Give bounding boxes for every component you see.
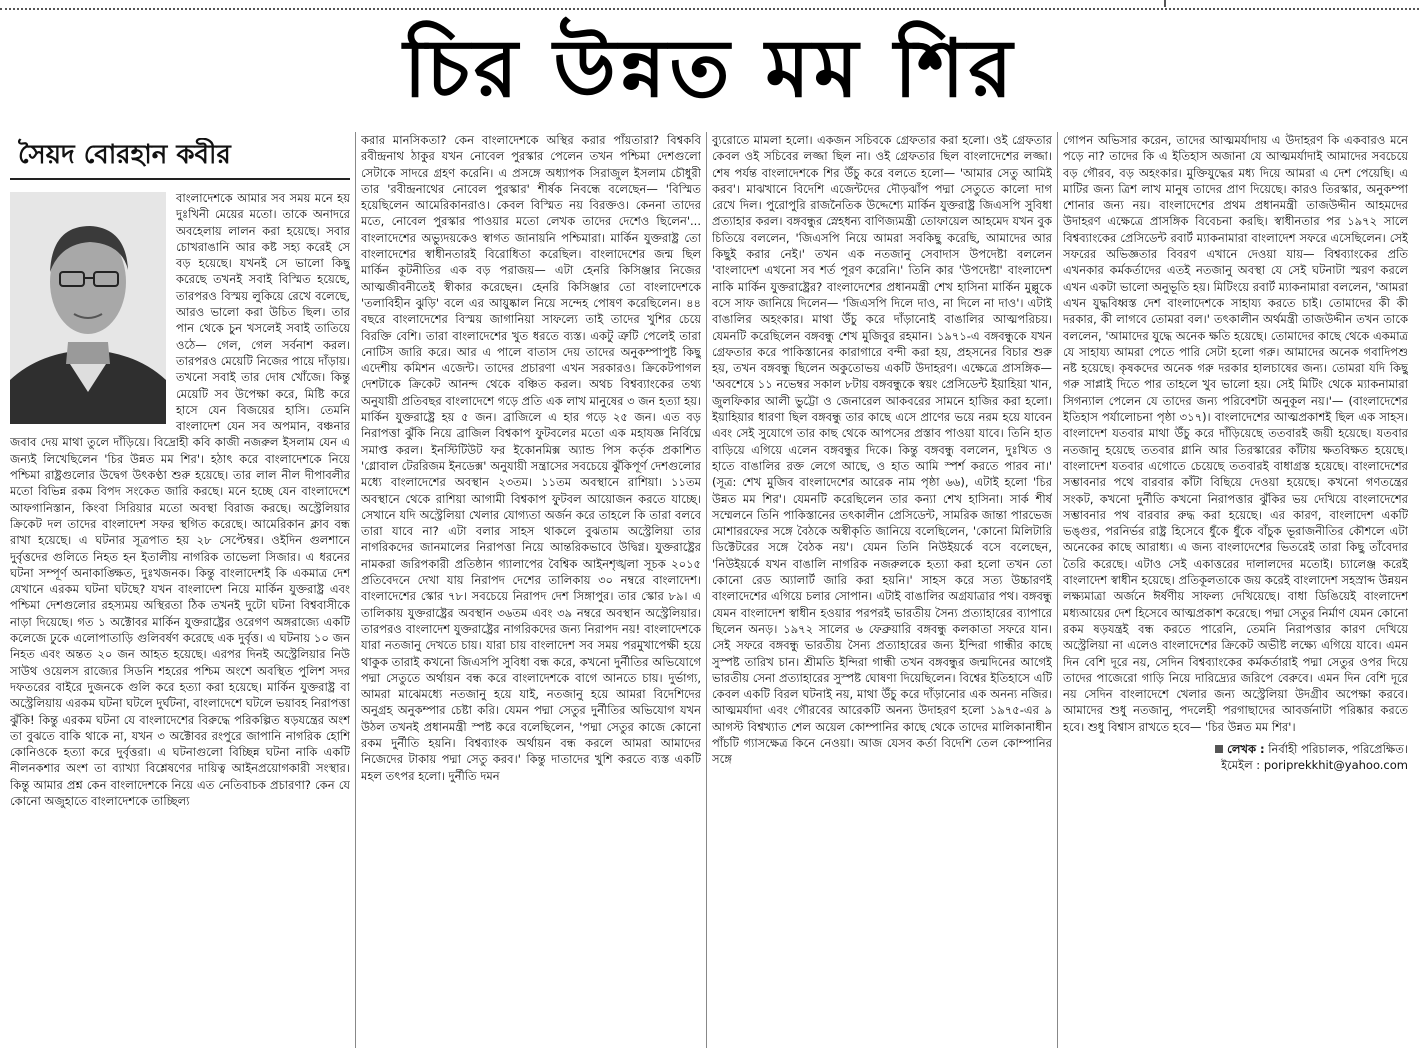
author-byline: সৈয়দ বোরহান কবীর (10, 138, 350, 180)
column-divider-3 (1057, 132, 1058, 1048)
column-divider-1 (355, 132, 356, 1048)
author-signature (1063, 741, 1408, 774)
article-text-column-2: করার মানসিকতা? কেন বাংলাদেশকে অস্থির করার পাঁয়তারা? বিশ্বকবি রবীন্দ্রনাথ ঠাকুর যখন নোবেল পুরস্কার পেলেন তখন পশ্চিমা দেশগুলো সেটাকে সাদরে গ্রহণ করেনি। এ প্রসঙ্গে অধ্যাপক সিরাজুল ইসলাম চৌধুরী তার 'রবীন্দ্রনাথের নোবেল পুরস্কার' শীর্ষক নিবন্ধে বলেছেন— 'বিস্মিত হয়েছিলেন আমেরিকানরাও। কেবল বিস্মিত নয় বিরক্তও। কেননা তাদের মতে, নোবেল পুরস্কার পাওয়ার মতো লেখক তাদের দেশেও ছিলেন'... বাংলাদেশের অভ্যুদয়কেও স্বাগত জানায়নি পশ্চিমারা। মার্কিন যুক্তরাষ্ট্র তো বাংলাদেশের স্বাধীনতারই বিরোধিতা করেছিল। বাংলাদেশের জন্ম ছিল মার্কিন কূটনীতির এক বড় পরাজয়— এটা হেনরি কিসিঞ্জার নিজের আত্মজীবনীতেই স্বীকার করেছেন। হেনরি কিসিঞ্জার তো বাংলাদেশকে 'তলাবিহীন ঝুড়ি' বলে এর আয়ুষ্কাল নিয়ে সন্দেহ পোষণ করেছিলেন। ৪৪ বছরে বাংলাদেশের বিস্ময় জাগানিয়া সাফল্যে তাই তাদের খুশির চেয়ে বিরক্তি বেশি। তারা বাংলাদেশের খুত ধরতে ব্যস্ত। একটু ত্রুটি পেলেই তারা নোটিস জারি করে। আর এ পালে বাতাস দেয় তাদের অনুকম্পাপুষ্ট কিছু এদেশীয় কমিশন এজেন্ট। তাদের প্রচারণা এখন সরকারও। ক্রিকেটপাগল দেশটাকে ক্রিকেট আনন্দ থেকে বঞ্চিত করল। অথচ বিশ্বব্যাংকের তথ্য অনুযায়ী প্রতিবছর বাংলাদেশে গড়ে প্রতি এক লাখ মানুষের ৩ জন হত্যা হয়। মার্কিন যুক্তরাষ্ট্রে হয় ৫ জন। ব্রাজিলে এ হার গড়ে ২৫ জন। এত বড় নিরাপত্তা ঝুঁকি নিয়ে ব্রাজিল বিশ্বকাপ ফুটবলের মতো এক মহাযজ্ঞ নির্বিঘ্নে সমাপ্ত করল। ইনস্টিটিউট ফর ইকোনমিক্স অ্যান্ড পিস কর্তৃক প্রকাশিত 'গ্লোবাল টেররিজম ইনডেক্স' অনুযায়ী সন্ত্রাসের সবচেয়ে ঝুঁকিপূর্ণ দেশগুলোর মধ্যে বাংলাদেশের অবস্থান ২৩তম। ১১তম অবস্থানে রাশিয়া। ১১তম অবস্থানে থেকে রাশিয়া আগামী বিশ্বকাপ ফুটবল আয়োজন করতে যাচ্ছে। সেখানে যদি অস্ট্রেলিয়া খেলার যোগ্যতা অর্জন করে তাহলে কি তারা বলবে তারা যাবে না? এটা বলার সাহস থাকলে বুঝতাম অস্ট্রেলিয়া তার নাগরিকদের জানমালের নিরাপত্তা নিয়ে আন্তরিকভাবে উদ্বিগ্ন। যুক্তরাষ্ট্রের নামকরা জরিপকারী প্রতিষ্ঠান গ্যালাপের বৈশ্বিক আইনশৃঙ্খলা সূচক ২০১৫ প্রতিবেদনে দেখা যায় নিরাপদ দেশের তালিকায় ৩০ নম্বরে বাংলাদেশ। বাংলাদেশের স্কোর ৭৮। সবচেয়ে নিরাপদ দেশ সিঙ্গাপুর। তার স্কোর ৮৯। এ তালিকায় যুক্তরাষ্ট্রের অবস্থান ৩৬তম এবং ৩৯ নম্বরে অবস্থান অস্ট্রেলিয়ার। তারপরও বাংলাদেশ যুক্তরাষ্ট্রের নাগরিকদের জন্য নিরাপদ নয়! বাংলাদেশকে যারা নতজানু দেখতে চায়। যারা চায় বাংলাদেশ সব সময় পরমুখাপেক্ষী হয়ে থাকুক তারাই কখনো জিএসপি সুবিধা বন্ধ করে, কখনো দুর্নীতির অভিযোগে পদ্মা সেতুতে অর্থায়ন বন্ধ করে বাংলাদেশকে বাগে আনতে চায়। দুর্ভাগ্য, আমরা মাঝেমধ্যে নতজানু হয়ে যাই, নতজানু হয়ে আমরা বিদেশিদের অনুগ্রহ অনুকম্পার চেষ্টা করি। যেমন পদ্মা সেতুর দুর্নীতির অভিযোগ যখন উঠল তখনই প্রধানমন্ত্রী স্পষ্ট করে বলেছিলেন, 'পদ্মা সেতুর কাজে কোনো রকম দুর্নীতি হয়নি। বিশ্বব্যাংক অর্থায়ন বন্ধ করলে আমরা আমাদের নিজেদের টাকায় পদ্মা সেতু করব।' কিন্তু দাতাদের খুশি করতে ব্যস্ত একটি মহল তৎপর হলো। দুর্নীতি দমন (361, 133, 701, 783)
column-3 (712, 132, 1052, 1048)
email-label: ইমেইল : (1221, 758, 1261, 773)
column-1 (10, 138, 350, 1048)
author-photo (10, 192, 166, 424)
article-text-column-4: গোপন অভিসার করেন, তাদের আত্মমর্যাদায় এ উদাহরণ কি একবারও মনে পড়ে না? তাদের কি এ ইতিহাস অজানা যে আত্মমর্যাদাই আমাদের সবচেয়ে বড় গৌরব, বড় অহংকার। মুক্তিযুদ্ধের মধ্য দিয়ে আমরা এ দেশ পেয়েছি। এ মাটির জন্য ত্রিশ লাখ মানুষ তাদের প্রাণ দিয়েছে। কারও তিরস্কার, অনুকম্পা শোনার জন্য নয়। বাংলাদেশের প্রথম প্রধানমন্ত্রী তাজউদ্দীন আহমদের উদাহরণ এক্ষেত্রে প্রাসঙ্গিক বিবেচনা করছি। স্বাধীনতার পর ১৯৭২ সালে বিশ্বব্যাংকের প্রেসিডেন্ট রবার্ট ম্যাকনামারা বাংলাদেশ সফরে এসেছিলেন। সেই সফরের অভিজ্ঞতার বিবরণ এখানে দেওয়া যায়— বিশ্বব্যাংকের প্রতি এখনকার কর্মকর্তাদের এতই নতজানু অবস্থা যে সেই ঘটনাটা স্মরণ করলে এখন একটা ভালো অনুভূতি হয়। মিটিংয়ে রবার্ট ম্যাকনামারা বললেন, 'আমরা এখন যুদ্ধবিধ্বস্ত দেশ বাংলাদেশকে সাহায্য করতে চাই। তোমাদের কী কী দরকার, কী লাগবে তোমরা বল।' তৎকালীন অর্থমন্ত্রী তাজউদ্দীন তখন তাকে বললেন, 'আমাদের যুদ্ধে অনেক ক্ষতি হয়েছে। তোমাদের কাছে থেকে একমাত্র যে সাহায্য আমরা পেতে পারি সেটা হলো গরু। আমাদের অনেক গবাদিপশু নষ্ট হয়েছে। কৃষকদের অনেক গরু দরকার হালচাষের জন্য। তোমরা যদি কিছু গরু সাপ্লাই দিতে পার তাহলে খুব ভালো হয়। সেই মিটিং থেকে ম্যাকনামারা সিগন্যাল পেলেন যে তাদের জন্য পরিবেশটা অনুকূল নয়।'— (বাংলাদেশের ইতিহাস পর্যালোচনা পৃষ্ঠা ৩১৭)। বাংলাদেশের আত্মপ্রকাশই ছিল এক সাহস। বাংলাদেশ যতবার মাথা উঁচু করে দাঁড়িয়েছে ততবারই জয়ী হয়েছে। যতবার নতজানু হয়েছে ততবার গ্লানি আর তিরস্কারের কাঁটায় ক্ষতবিক্ষত হয়েছে। বাংলাদেশ যতবার এগোতে চেয়েছে ততবারই বাধাগ্রস্ত হয়েছে। বাংলাদেশের সম্ভাবনার পথে বারবার কাঁটা বিছিয়ে দেওয়া হয়েছে। কখনো গণতন্ত্রের সংকট, কখনো দুর্নীতি কখনো নিরাপত্তার ঝুঁকির ভয় দেখিয়ে বাংলাদেশের সম্ভাবনার পথ বারবার রুদ্ধ করা হয়েছে। এর কারণ, বাংলাদেশ একটি ভঙ্গুর, পরনির্ভর রাষ্ট্র হিসেবে ধুঁকে ধুঁকে বাঁচুক ভূরাজনীতির কৌশলে এটা অনেকের কাছে আরাধ্য। এ জন্য বাংলাদেশের ভিতরেই তারা কিছু তাঁবেদার তৈরি করেছে। এটাও সেই একাত্তরের দালালদের মতোই। চ্যালেঞ্জ করেই বাংলাদেশ স্বাধীন হয়েছে। প্রতিকূলতাকে জয় করেই বাংলাদেশ সহস্রাব্দ উন্নয়ন লক্ষ্যমাত্রা অর্জনে ঈর্ষণীয় সাফল্য দেখিয়েছে। বাধা ডিঙিয়েই বাংলাদেশ মধ্যআয়ের দেশ হিসেবে আত্মপ্রকাশ করেছে। পদ্মা সেতুর নির্মাণ যেমন কোনো রকম ষড়যন্ত্রই বন্ধ করতে পারেনি, তেমনি নিরাপত্তার কারণ দেখিয়ে অস্ট্রেলিয়া না এলেও বাংলাদেশের ক্রিকেট অভীষ্ট লক্ষ্যে এগিয়ে যাবে। এমন দিন বেশি দূরে নয়, সেদিন বিশ্বব্যাংকের কর্মকর্তারাই পদ্মা সেতুর ওপর দিয়ে তাদের পাজেরো গাড়ি নিয়ে দারিদ্র্যের জরিপে বেরুবে। এমন দিন বেশি দূরে নয় সেদিন বাংলাদেশে খেলার জন্য অস্ট্রেলিয়া উদগ্রীব অপেক্ষা করবে। আমাদের শুধু নতজানু, পদলেহী পরগাছাদের আবর্জনাটা পরিষ্কার করতে হবে। শুধু বিশ্বাস রাখতে হবে— 'চির উন্নত মম শির'। (1063, 133, 1408, 734)
email-address: poriprekkhit@yahoo.com (1263, 758, 1408, 773)
page-title: চির উন্নত মম শির (403, 21, 1017, 115)
top-tick-mark (1164, 0, 1166, 7)
column-divider-2 (706, 132, 707, 1048)
top-dotted-rule (0, 8, 1419, 10)
square-bullet-icon (1215, 745, 1223, 753)
author-role: নির্বাহী পরিচালক, পরিপ্রেক্ষিত। (1268, 741, 1408, 756)
article-text-column-3: ব্যুরোতে মামলা হলো। একজন সচিবকে গ্রেফতার করা হলো। ওই গ্রেফতার কেবল ওই সচিবের লজ্জা ছিল না। ওই গ্রেফতার ছিল বাংলাদেশের লজ্জা। শেষ পর্যন্ত বাংলাদেশকে শির উঁচু করে বলতে হলো— 'আমার সেতু আমিই করব'। মাঝখানে বিদেশি এজেন্টদের দৌড়ঝাঁপ পদ্মা সেতুতে কালো দাগ রেখে দিল। পুরোপুরি রাজনৈতিক উদ্দেশ্যে মার্কিন যুক্তরাষ্ট্র জিএসপি সুবিধা প্রত্যাহার করল। বঙ্গবন্ধুর স্নেহধন্য বাণিজ্যমন্ত্রী তোফায়েল আহমেদ যখন বুক চিতিয়ে বললেন, 'জিএসপি নিয়ে আমরা সবকিছু করেছি, আমাদের আর কিছুই করার নেই।' তখন এক নতজানু সেবাদাস উপদেষ্টা বললেন 'বাংলাদেশ এখনো সব শর্ত পূরণ করেনি।' তিনি কার 'উপদেষ্টা' বাংলাদেশ নাকি মার্কিন যুক্তরাষ্ট্রের? বাংলাদেশের প্রধানমন্ত্রী শেখ হাসিনা মার্কিন মুল্লুকে বসে সাফ জানিয়ে দিলেন— 'জিএসপি দিলে দাও, না দিলে না দাও'। এটাই বাঙালির অহংকার। মাথা উঁচু করে দাঁড়ানোই বাঙালির আত্মপরিচয়। যেমনটি করেছিলেন বঙ্গবন্ধু শেখ মুজিবুর রহমান। ১৯৭১-এ বঙ্গবন্ধুকে যখন গ্রেফতার করে পাকিস্তানের কারাগারে বন্দী করা হয়, প্রহসনের বিচার শুরু হয়, তখন বঙ্গবন্ধু ছিলেন অকুতোভয় একটি উদাহরণ। এক্ষেত্রে প্রাসঙ্গিক— 'অবশেষে ১১ নভেম্বর সকাল ৮টায় বঙ্গবন্ধুকে স্বয়ং প্রেসিডেন্ট ইয়াহিয়া খান, জুলফিকার আলী ভুট্টো ও জেনারেল আকবরের সামনে হাজির করা হলো। ইয়াহিয়ার ধারণা ছিল বঙ্গবন্ধু তার কাছে এসে প্রাণের ভয়ে নরম হয়ে যাবেন এবং সেই সুযোগে তার কাছ থেকে আপসের প্রস্তাব পাওয়া যাবে। তিনি হাত বাড়িয়ে এগিয়ে এলেন বঙ্গবন্ধুর দিকে। কিন্তু বঙ্গবন্ধু বললেন, দুঃখিত ও হাতে বাঙালির রক্ত লেগে আছে, ও হাত আমি স্পর্শ করতে পারব না।' (সূত্র: শেখ মুজিব বাংলাদেশের আরেক নাম পৃষ্ঠা ৬৬), এটাই হলো 'চির উন্নত মম শির'। যেমনটি করেছিলেন তার কন্যা শেখ হাসিনা। সার্ক শীর্ষ সম্মেলনে তিনি পাকিস্তানের তৎকালীন প্রেসিডেন্ট, সামরিক জান্তা পারভেজ মোশাররফের সঙ্গে বৈঠকে অস্বীকৃতি জানিয়ে বলেছিলেন, 'কোনো মিলিটারি ডিক্টেটরের সঙ্গে বৈঠক নয়'। যেমন তিনি নিউইয়র্কে বসে বলেছেন, 'নিউইয়র্কে যখন বাঙালি নাগরিক নজরুলকে হত্যা করা হলো তখন তো কোনো রেড অ্যালার্ট জারি করা হয়নি।' সাহস করে সত্য উচ্চারণই বাংলাদেশের এগিয়ে চলার সোপান। এটাই বাঙালির অগ্রযাত্রার পথ। বঙ্গবন্ধু যেমন বাংলাদেশ স্বাধীন হওয়ার পরপরই ভারতীয় সৈন্য প্রত্যাহারের ব্যাপারে ছিলেন অনড়। ১৯৭২ সালের ৬ ফেব্রুয়ারি বঙ্গবন্ধু কলকাতা সফরে যান। সেই সফরে বঙ্গবন্ধু ভারতীয় সৈন্য প্রত্যাহারের জন্য ইন্দিরা গান্ধীর কাছে সুস্পষ্ট তারিখ চান। শ্রীমতি ইন্দিরা গান্ধী তখন বঙ্গবন্ধুর জন্মদিনের আগেই ভারতীয় সেনা প্রত্যাহারের সুস্পষ্ট ঘোষণা দিয়েছিলেন। বিশ্বের ইতিহাসে এটি কেবল একটি বিরল ঘটনাই নয়, মাথা উঁচু করে দাঁড়ানোর এক অনন্য নজির। আত্মমর্যাদা এবং গৌরবের আরেকটি অনন্য উদাহরণ হলো ১৯৭৫-এর ৯ আগস্ট বিশ্বখ্যাত শেল অয়েল কোম্পানির কাছে থেকে তাদের মালিকানাধীন পাঁচটি গ্যাসক্ষেত্র কিনে নেওয়া। আজ যেসব কর্তা বিদেশি তেল কোম্পানির সঙ্গে (712, 133, 1052, 767)
article-text-column-1: বাংলাদেশকে আমার সব সময় মনে হয় দুঃখিনী মেয়ের মতো। তাকে অনাদরে অবহেলায় লালন করা হয়েছে। সবার চোখরাঙানি আর কষ্ট সহ্য করেই সে বড় হয়েছে। যখনই সে ভালো কিছু করেছে তখনই সবাই বিস্মিত হয়েছে, তারপরও বিস্ময় লুকিয়ে রেখে বলেছে, আরও ভালো করা উচিত ছিল। তার পান থেকে চুন খসলেই সবাই তাতিয়ে ওঠে— গেল, গেল সর্বনাশ করল। তারপরও মেয়েটি নিজের পায়ে দাঁড়ায়। তখনো সবাই তার দোষ খোঁজে। কিন্তু মেয়েটি সব উপেক্ষা করে, মিষ্টি করে হাসে যেন বিজয়ের হাসি। তেমনি বাংলাদেশ যেন সব অপমান, বঞ্চনার জবাব দেয় মাথা তুলে দাঁড়িয়ে। বিদ্রোহী কবি কাজী নজরুল ইসলাম যেন এ জন্যই লিখেছিলেন 'চির উন্নত মম শির'। হঠাৎ করে বাংলাদেশকে নিয়ে পশ্চিমা রাষ্ট্রগুলোর উদ্বেগ উৎকণ্ঠা শুরু হয়েছে। তার লাল নীল দীপাবলীর মতো বিভিন্ন রকম বিপদ সংকেত জারি করছে। মনে হচ্ছে যেন বাংলাদেশে আফগানিস্তান, কিংবা সিরিয়ার মতো অবস্থা বিরাজ করছে। অস্ট্রেলিয়ার ক্রিকেট দল তাদের বাংলাদেশ সফর স্থগিত করেছে। আমেরিকান ক্লাব বন্ধ রাখা হয়েছে। এ ঘটনার সূত্রপাত হয় ২৮ সেপ্টেম্বর। ওইদিন গুলশানে দুর্বৃত্তদের গুলিতে নিহত হন ইতালীয় নাগরিক তাভেলা সিজার। এ ধরনের ঘটনা সম্পূর্ণ অনাকাঙ্ক্ষিত, দুঃখজনক। কিন্তু বাংলাদেশই কি একমাত্র দেশ যেখানে এরকম ঘটনা ঘটছে? যখন বাংলাদেশ নিয়ে মার্কিন যুক্তরাষ্ট্র এবং পশ্চিমা দেশগুলোর রহস্যময় অস্থিরতা ঠিক তখনই দুটো ঘটনা বিশ্ববাসীকে নাড়া দিয়েছে। গত ১ অক্টোবর মার্কিন যুক্তরাষ্ট্রের ওরেগণ অঙ্গরাজ্যে একটি কলেজে ঢুকে এলোপাতাড়ি গুলিবর্ষণ করেছে এক দুর্বৃত্ত। এ ঘটনায় ১০ জন নিহত এবং অন্তত ২০ জন আহত হয়েছে। এরপর দিনই অস্ট্রেলিয়ার নিউ সাউথ ওয়েলস রাজ্যের সিডনি শহরের পশ্চিম অংশে অবস্থিত পুলিশ সদর দফতরের বাইরে দুজনকে গুলি করে হত্যা করা হয়েছে। মার্কিন যুক্তরাষ্ট্র বা অস্ট্রেলিয়ায় এরকম ঘটনা ঘটলে দুর্ঘটনা, বাংলাদেশে ঘটলে ভয়াবহ নিরাপত্তা ঝুঁকি! কিন্তু এরকম ঘটনা যে বাংলাদেশের বিরুদ্ধে পরিকল্পিত ষড়যন্ত্রের অংশ তা বুঝতে বাকি থাকে না, যখন ৩ অক্টোবর রংপুরে জাপানি নাগরিক হোশি কোনিওকে হত্যা করে দুর্বৃত্তরা। এ ঘটনাগুলো বিচ্ছিন্ন ঘটনা নাকি একটি নীলনকশার অংশ তা ব্যাখ্যা বিশ্লেষণের দায়িত্ব আইনপ্রয়োগকারী সংস্থার। কিন্তু আমার প্রশ্ন কেন বাংলাদেশকে নিয়ে এত নেতিবাচক প্রচারণা? কেন যে কোনো অজুহাতে বাংলাদেশকে তাচ্ছিল্য (10, 191, 350, 808)
author-label: লেখক : (1227, 741, 1265, 756)
column-2 (361, 132, 701, 1048)
author-portrait-image (10, 192, 166, 424)
column-4 (1063, 132, 1408, 1048)
